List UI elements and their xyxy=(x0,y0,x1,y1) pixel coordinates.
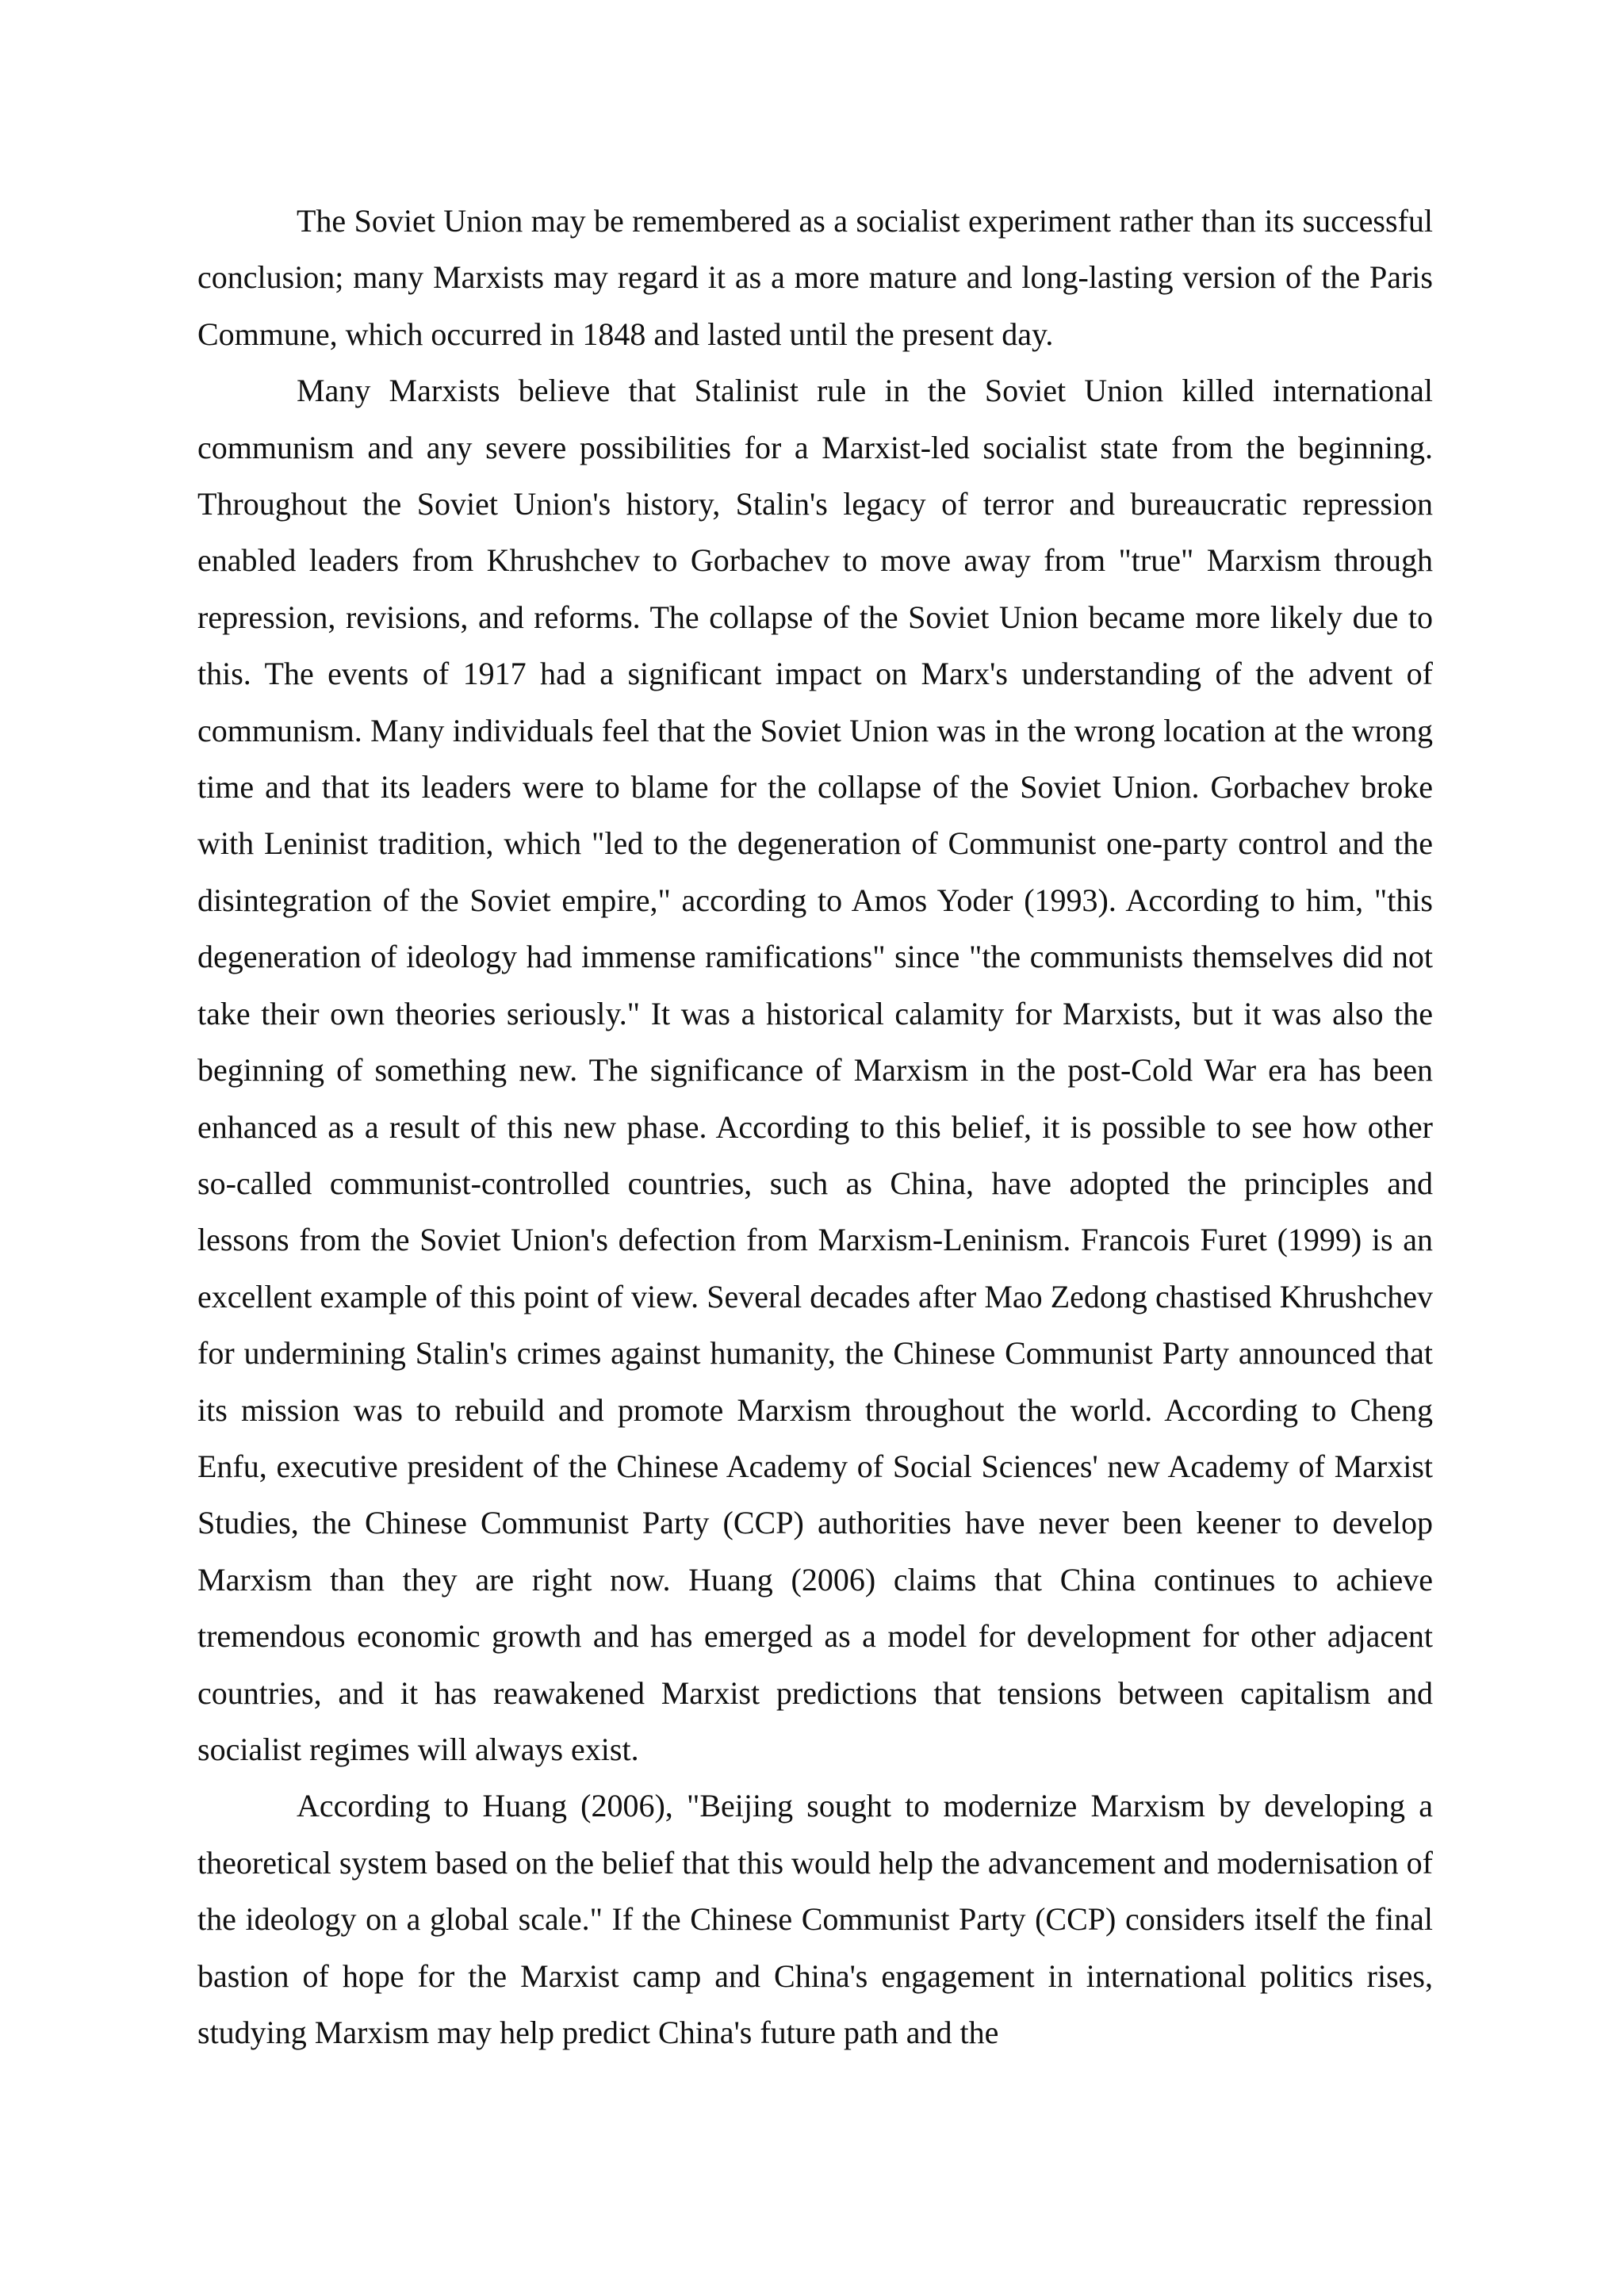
paragraph-huang-beijing: According to Huang (2006), "Beijing sought to modernize Marxism by developing a theoretical system based on the belief that this would help the advancement and modernisation of the ideology on a global scale." If the Chinese Communist Party (CCP) considers itself the final bastion of hope for the Marxist camp and China's engagement in international politics rises, studying Marxism may help predict China's future path and the xyxy=(197,1788,1433,2050)
paragraph-stalinist-rule: Many Marxists believe that Stalinist rule in the Soviet Union killed international communism and any severe possibilities for a Marxist-led socialist state from the beginning. Throughout the Soviet Union's history, Stalin's legacy of terror and bureaucratic repression enabled leaders from Khrushchev to Gorbachev to move away from "true" Marxism through repression, revisions, and reforms. The collapse of the Soviet Union became more likely due to this. The events of 1917 had a significant impact on Marx's understanding of the advent of communism. Many individuals feel that the Soviet Union was in the wrong location at the wrong time and that its leaders were to blame for the collapse of the Soviet Union. Gorbachev broke with Leninist tradition, which "led to the degeneration of Communist one-party control and the disintegration of the Soviet empire," according to Amos Yoder (1993). According to him, "this degeneration of ideology had immense ramifications" since "the communists themselves did not take their own theories seriously." It was a historical calamity for Marxists, but it was also the beginning of something new. The significance of Marxism in the post-Cold War era has been enhanced as a result of this new phase. According to this belief, it is possible to see how other so-called communist-controlled countries, such as China, have adopted the principles and lessons from the Soviet Union's defection from Marxism-Leninism. Francois Furet (1999) is an excellent example of this point of view. Several decades after Mao Zedong chastised Khrushchev for undermining Stalin's crimes against humanity, the Chinese Communist Party announced that its mission was to rebuild and promote Marxism throughout the world. According to Cheng Enfu, executive president of the Chinese Academy of Social Sciences' new Academy of Marxist Studies, the Chinese Communist Party (CCP) authorities have never been keener to develop Marxism than they are right now. Huang (2006) claims that China continues to achieve tremendous economic growth and has emerged as a model for development for other adjacent countries, and it has reawakened Marxist predictions that tensions between capitalism and socialist regimes will always exist. xyxy=(197,373,1433,1767)
document-page xyxy=(197,193,1433,2061)
paragraph-soviet-experiment: The Soviet Union may be remembered as a socialist experiment rather than its successful conclusion; many Marxists may regard it as a more mature and long-lasting version of the Paris Commune, which occurred in 1848 and lasted until the present day. xyxy=(197,203,1433,352)
